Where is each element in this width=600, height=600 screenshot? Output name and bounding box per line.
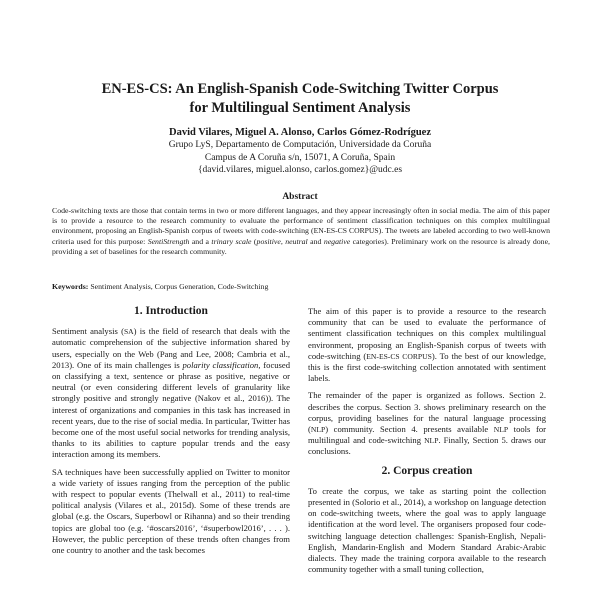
affiliation-line-1: Grupo LyS, Departamento de Computación, Universidade da Coruña [168, 140, 432, 150]
keywords-label: Keywords: [52, 282, 89, 291]
affiliation-line-2: Campus de A Coruña s/n, 15071, A Coruña, Spain [204, 152, 396, 163]
paper-authors: David Vilares, Miguel A. Alonso, Carlos Gómez-Rodríguez [168, 127, 431, 138]
nlp-acronym: NLP [424, 436, 439, 446]
author-emails: {david.vilares, miguel.alonso, carlos.gomez}@udc.es [197, 165, 403, 175]
corpus-name: EN-ES-CS CORPUS [366, 351, 432, 361]
paragraph-text: , focused on classifying a text, sentence or phrase as positive, negative or neutral (or even considering different levels of granularity like strongly positive and strongly negative (Nakov et al., 2016)). The interest of organizations and companies in this task has increased in recent years, due to the rise of social media. In particular, Twitter has become one of the most useful social networks for trending analysis, thanks to its abilities to capture popular trends and the easy interaction among its members. [52, 359, 291, 460]
paragraph-text: tools for multilingual and code-switching [308, 424, 546, 446]
abstract-text-part: and [307, 236, 324, 246]
left-column [52, 306, 290, 562]
sentistrength-term: SentiStrength [147, 236, 190, 246]
keywords-list: Sentiment Analysis, Corpus Generation, Code-Switching [88, 282, 269, 291]
negative-term: negative [323, 236, 351, 246]
paper-title [40, 80, 560, 118]
intro-paragraph-2: SA techniques have been successfully applied on Twitter to monitor a wide variety of issues ranging from the perception of the public with respect to popular events (Thelwall et al., 2011) to real-time political analysis (Vilares et al., 2015d). Some of these trends are global (e.g. the Oscars, Superbowl or Rihanna) and so their trending topics are global too (e.g. ‘#oscars2016’, ‘#superbowl2016’, . . . ). However, the public perception of these trends often changes from one country to another and the task becomes [52, 466, 290, 556]
polarity-classification-term: polarity classification [182, 359, 259, 370]
title-line-1: EN-ES-CS: An English-Spanish Code-Switching Twitter Corpus [101, 81, 499, 97]
paragraph-text: The remainder of the paper is organized as follows. Section 2. describes the corpus. Section 3. shows preliminary research on the corpus, providing baselines for the natural language processing ( [308, 390, 546, 435]
section-heading-corpus-creation: 2. Corpus creation [381, 464, 473, 477]
trinary-scale-term: trinary scale [211, 236, 252, 246]
paragraph-text: ) community. Section 4. presents available [325, 424, 494, 435]
paragraph-text: Sentiment analysis ( [52, 326, 124, 337]
corpus-creation-paragraph: To create the corpus, we take as starting point the collection presented in (Solorio et al., 2014), a workshop on language detection on code-switching tweets, where the goal was to apply language identification at the word level. The organisers proposed four code-switching language detection challenges: Spanish-English, Nepali-English, Mandarin-English and Modern Standard Arabic-Arabic dialects. They made the training corpora available to the research community together with a small tuning collection, [308, 485, 546, 575]
paragraph-text: . Finally, Section 5. draws our conclusions. [308, 435, 546, 457]
abstract-heading: Abstract [282, 192, 318, 202]
abstract-text-part: , [280, 236, 286, 246]
keywords [52, 282, 550, 292]
title-line-2: for Multilingual Sentiment Analysis [189, 100, 411, 116]
abstract-text-part: ). The tweets are labeled according to two well-known criteria used for this purpose: [52, 226, 550, 246]
aim-paragraph [308, 306, 546, 384]
sa-acronym: SA [123, 327, 134, 337]
nlp-acronym: NLP [493, 425, 509, 435]
positive-term: positive [256, 236, 281, 246]
intro-paragraph-1 [52, 326, 290, 460]
abstract-text-part: Code-switching texts are those that contain terms in two or more different languages, and they appear increasingly often in social media. The aim of this paper is to provide a resource to the research community to evaluate the performance of sentiment classification techniques on this complex multilingual environment, proposing an English-Spanish corpus of tweets with code-switching ( [52, 206, 550, 236]
abstract-text-part: ( [251, 236, 257, 246]
author-affiliation [40, 139, 560, 177]
abstract-text-part: categories). Preliminary work on the resource is already done, providing a set of baselines for the research community. [52, 236, 550, 256]
paragraph-text: The aim of this paper is to provide a resource to the research community that can be used to evaluate the performance of sentiment classification techniques on this complex multilingual environment, proposing an English-Spanish corpus of tweets with code-switching ( [308, 306, 546, 361]
abstract-text [52, 206, 550, 257]
outline-paragraph [308, 390, 546, 457]
neutral-term: neutral [285, 236, 308, 246]
paragraph-text: ) is the field of research that deals with the automatic comprehension of the subjective information shared by users, especially on the Web (Pang and Lee, 2008; Cambria et al., 2013). One of its main challenges is [52, 326, 290, 370]
right-column [308, 306, 546, 581]
abstract-text-part: and a [189, 236, 212, 246]
corpus-name: EN-ES-CS CORPUS [313, 226, 379, 236]
paragraph-text: ). To the best of our knowledge, this is the first code-switching collection annotated with sentiment labels. [308, 350, 546, 384]
section-heading-introduction: 1. Introduction [134, 305, 208, 317]
nlp-acronym: NLP [310, 425, 326, 435]
